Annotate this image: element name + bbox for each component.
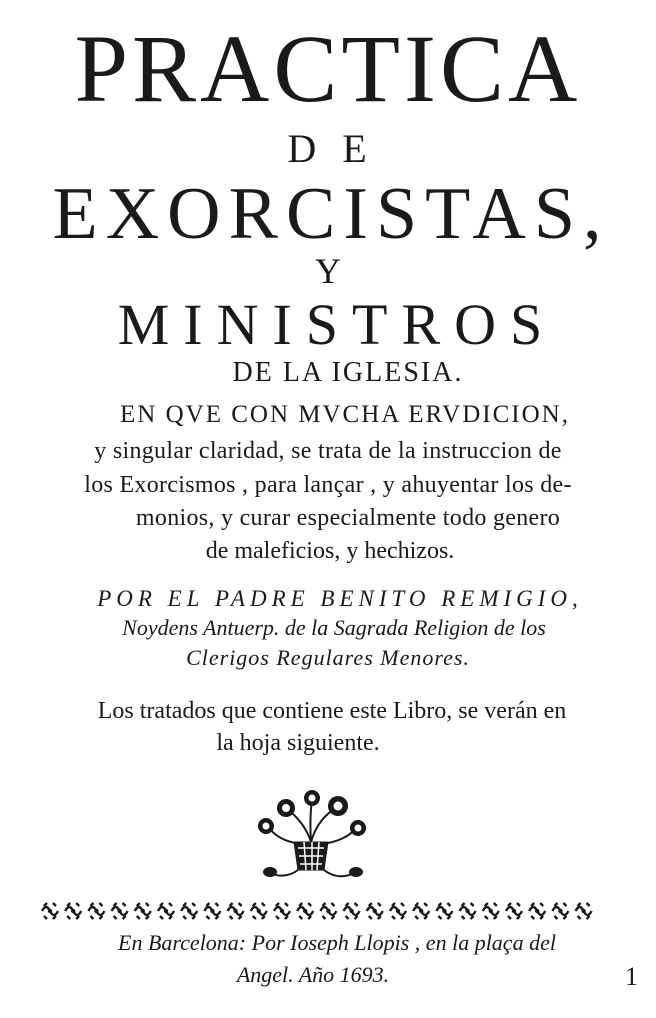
ornament-dot <box>535 909 539 913</box>
description-line-2: y singular claridad, se trata de la instruccion de <box>94 438 562 464</box>
title-line-de: DE <box>287 126 393 171</box>
ornament-dot <box>280 909 284 913</box>
author-line-3: Clerigos Regulares Menores. <box>186 645 470 670</box>
title-line-ministros: MINISTROS <box>117 292 557 357</box>
imprint-line-1: En Barcelona: Por Ioseph Llopis , en la plaça del <box>118 930 556 955</box>
title-line-exorcistas: EXORCISTAS, <box>52 173 610 255</box>
author-line-2: Noydens Antuerp. de la Sagrada Religion de los <box>122 615 546 640</box>
ornament-dot <box>465 909 469 913</box>
ornamental-rule <box>38 900 600 922</box>
ornament-dot <box>396 909 400 913</box>
title-line-iglesia: DE LA IGLESIA. <box>232 357 464 388</box>
ornament-dot <box>71 909 75 913</box>
ornament-dot <box>117 909 121 913</box>
ornament-dot <box>164 909 168 913</box>
ornament-dot <box>141 909 145 913</box>
ornament-dot <box>489 909 493 913</box>
ornament-dot <box>558 909 562 913</box>
ornament-dot <box>233 909 237 913</box>
ornament-dot <box>512 909 516 913</box>
ornament-dot <box>326 909 330 913</box>
contents-note-line-1: Los tratados que contiene este Libro, se verán en <box>97 698 567 724</box>
imprint-line-2: Angel. Año 1693. <box>236 962 390 987</box>
ornament-dot <box>581 909 585 913</box>
title-line-practica: PRACTICA <box>74 15 582 122</box>
ornament-dot <box>442 909 446 913</box>
ornament-dot <box>349 909 353 913</box>
ornament-dot <box>303 909 307 913</box>
flower-basket-icon <box>246 786 376 886</box>
ornament-dot <box>373 909 377 913</box>
ornament-dot <box>210 909 214 913</box>
description-line-5: de maleficios, y hechizos. <box>205 538 455 564</box>
contents-note-line-2: la hoja siguiente. <box>216 730 380 756</box>
description-line-1: EN QVE CON MVCHA ERVDICION, <box>120 401 570 428</box>
ornament-dot <box>94 909 98 913</box>
description-line-3: los Exorcismos , para lançar , y ahuyentar los de- <box>84 472 572 498</box>
description-line-4: monios, y curar especialmente todo genero <box>135 505 561 531</box>
ornament-dot <box>48 909 52 913</box>
ornament-dot <box>419 909 423 913</box>
ornament-dot <box>257 909 261 913</box>
author-line-1: POR EL PADRE BENITO REMIGIO, <box>97 586 583 611</box>
ornament-dot <box>187 909 191 913</box>
page-number: 1 <box>625 962 638 991</box>
title-line-y: Y <box>315 251 341 291</box>
